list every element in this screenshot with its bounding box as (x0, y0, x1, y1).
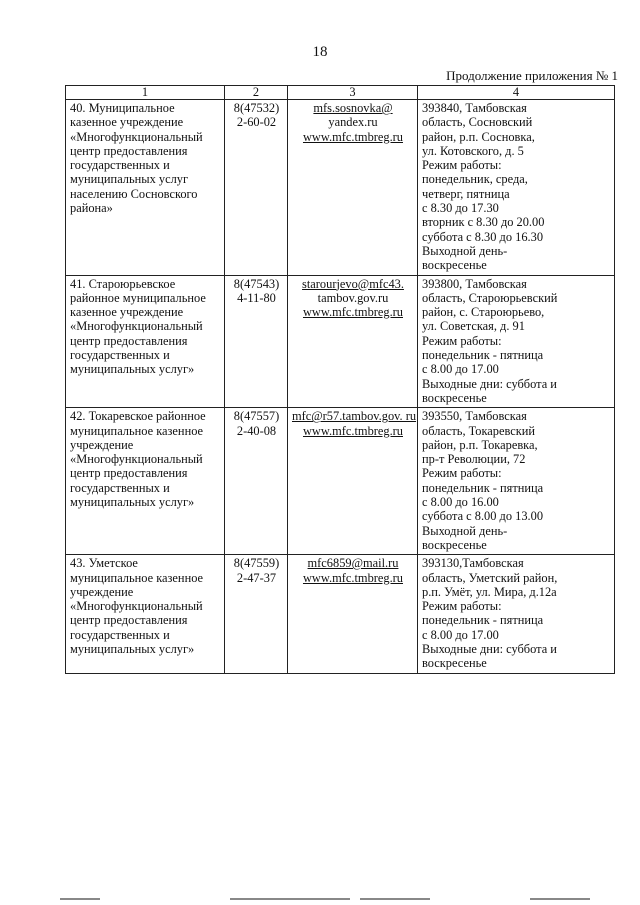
cell-line: районное муниципальное (70, 290, 206, 305)
cell-line: центр предоставления (70, 143, 188, 158)
header-row (66, 86, 615, 100)
cell-line: четверг, пятница (422, 186, 510, 201)
cell-line: пр-т Революции, 72 (422, 452, 526, 467)
contacts-cell (288, 408, 418, 555)
cell-line: область, Староюрьевский (422, 290, 558, 305)
cell-line: 2-40-08 (236, 423, 277, 438)
cell-line: 8(47543) (233, 276, 280, 291)
cell-line: yandex.ru (328, 115, 378, 130)
address-schedule-cell (418, 555, 615, 673)
table-row (66, 408, 615, 555)
cell-line: казенное учреждение (70, 115, 184, 130)
cell-line: суббота с 8.00 до 13.00 (422, 509, 544, 524)
phone-cell (225, 408, 288, 555)
col-header-1: 1 (66, 86, 225, 100)
cell-line: вторник с 8.30 до 20.00 (422, 215, 545, 230)
cell-line: Выходной день- (422, 243, 508, 258)
contact-link[interactable]: mfc@r57.tambov.gov. ru (292, 409, 417, 424)
cell-line: 43. Уметское (70, 556, 138, 571)
phone-cell (225, 555, 288, 673)
contacts-cell (288, 100, 418, 276)
cell-line: муниципальное казенное (70, 423, 204, 438)
cell-line: «Многофункциональный (70, 319, 203, 334)
table-row (66, 555, 615, 673)
cell-line: понедельник - пятница (422, 348, 544, 363)
cell-line: воскресенье (422, 656, 487, 671)
cell-line: 2-47-37 (236, 570, 277, 585)
contact-link[interactable]: www.mfc.tmbreg.ru (302, 129, 403, 144)
cell-line: область, Токаревский (422, 423, 536, 438)
cell-line: Выходные дни: суббота и (422, 376, 557, 391)
page-number: 18 (312, 44, 328, 60)
cell-line: район, р.п. Сосновка, (422, 129, 535, 144)
cell-line: муниципальных услуг» (70, 362, 195, 377)
cell-line: района» (70, 201, 113, 216)
cell-line: понедельник, среда, (422, 172, 528, 187)
cell-line: район, р.п. Токаревка, (422, 437, 538, 452)
cell-line: Режим работы: (422, 158, 502, 173)
cell-line: ул. Советская, д. 91 (422, 319, 525, 334)
cell-line: область, Уметский район, (422, 570, 558, 585)
cell-line: Режим работы: (422, 333, 502, 348)
cell-line: 8(47532) (233, 101, 280, 115)
col-header-2: 2 (225, 86, 288, 100)
cell-line: 8(47559) (233, 556, 280, 571)
cell-line: населению Сосновского (70, 186, 198, 201)
cell-line: государственных и (70, 158, 170, 173)
cell-line: муниципальных услуг (70, 172, 189, 187)
cell-line: понедельник - пятница (422, 480, 544, 495)
cell-line: 393840, Тамбовская (422, 101, 527, 115)
institution-name-cell (66, 408, 225, 555)
address-schedule-cell (418, 100, 615, 276)
cell-line: р.п. Умёт, ул. Мира, д.12а (422, 584, 557, 599)
cell-line: центр предоставления (70, 613, 188, 628)
cell-line: ул. Котовского, д. 5 (422, 143, 524, 158)
cell-line: Режим работы: (422, 466, 502, 481)
phone-cell (225, 100, 288, 276)
cell-line: учреждение (70, 584, 134, 599)
cell-line: центр предоставления (70, 333, 188, 348)
contact-link[interactable]: mfc6859@mail.ru (307, 556, 399, 571)
table-row (66, 100, 615, 276)
cell-line: муниципальное казенное (70, 570, 204, 585)
cell-line: муниципальных услуг» (70, 641, 195, 656)
contact-link[interactable]: mfs.sosnovka@ (313, 101, 393, 115)
cell-line: воскресенье (422, 390, 487, 405)
cell-line: с 8.00 до 17.00 (422, 362, 499, 377)
address-schedule-cell (418, 408, 615, 555)
table-row (66, 275, 615, 408)
cell-line: суббота с 8.30 до 16.30 (422, 229, 544, 244)
cell-line: с 8.00 до 16.00 (422, 495, 499, 510)
contact-link[interactable]: www.mfc.tmbreg.ru (302, 305, 403, 320)
cell-line: центр предоставления (70, 466, 188, 481)
cell-line: воскресенье (422, 258, 487, 273)
scan-edge-marks (60, 898, 620, 901)
cell-line: понедельник - пятница (422, 613, 544, 628)
cell-line: Режим работы: (422, 599, 502, 614)
cell-line: учреждение (70, 437, 134, 452)
institution-name-cell (66, 100, 225, 276)
contact-link[interactable]: www.mfc.tmbreg.ru (302, 423, 403, 438)
cell-line: муниципальных услуг» (70, 495, 195, 510)
institution-name-cell (66, 275, 225, 408)
cell-line: «Многофункциональный (70, 129, 203, 144)
cell-line: 393130,Тамбовская (422, 556, 524, 571)
cell-line: государственных и (70, 627, 170, 642)
cell-line: государственных и (70, 348, 170, 363)
cell-line: область, Сосновский (422, 115, 533, 130)
cell-line: 42. Токаревское районное (70, 409, 206, 424)
cell-line: 4-11-80 (237, 290, 276, 305)
cell-line: 393550, Тамбовская (422, 409, 527, 424)
cell-line: воскресенье (422, 537, 487, 552)
address-schedule-cell (418, 275, 615, 408)
col-header-3: 3 (288, 86, 418, 100)
cell-line: «Многофункциональный (70, 599, 203, 614)
col-header-4: 4 (418, 86, 615, 100)
cell-line: 40. Муниципальное (70, 101, 175, 115)
mfc-table (65, 85, 615, 674)
phone-cell (225, 275, 288, 408)
cell-line: 8(47557) (233, 409, 280, 424)
contact-link[interactable]: www.mfc.tmbreg.ru (302, 570, 403, 585)
contacts-cell (288, 275, 418, 408)
cell-line: tambov.gov.ru (317, 290, 389, 305)
cell-line: Выходные дни: суббота и (422, 641, 557, 656)
institution-name-cell (66, 555, 225, 673)
cell-line: с 8.00 до 17.00 (422, 627, 499, 642)
cell-line: с 8.30 до 17.30 (422, 201, 499, 216)
appendix-caption: Продолжение приложения № 1 (446, 68, 618, 83)
contacts-cell (288, 555, 418, 673)
contact-link[interactable]: starourjevo@mfc43. (302, 276, 404, 291)
cell-line: государственных и (70, 480, 170, 495)
cell-line: 41. Староюрьевское (70, 276, 176, 291)
cell-line: район, с. Староюрьево, (422, 305, 545, 320)
cell-line: казенное учреждение (70, 305, 184, 320)
cell-line: 2-60-02 (236, 115, 277, 130)
cell-line: «Многофункциональный (70, 452, 203, 467)
cell-line: 393800, Тамбовская (422, 276, 527, 291)
cell-line: Выходной день- (422, 523, 508, 538)
